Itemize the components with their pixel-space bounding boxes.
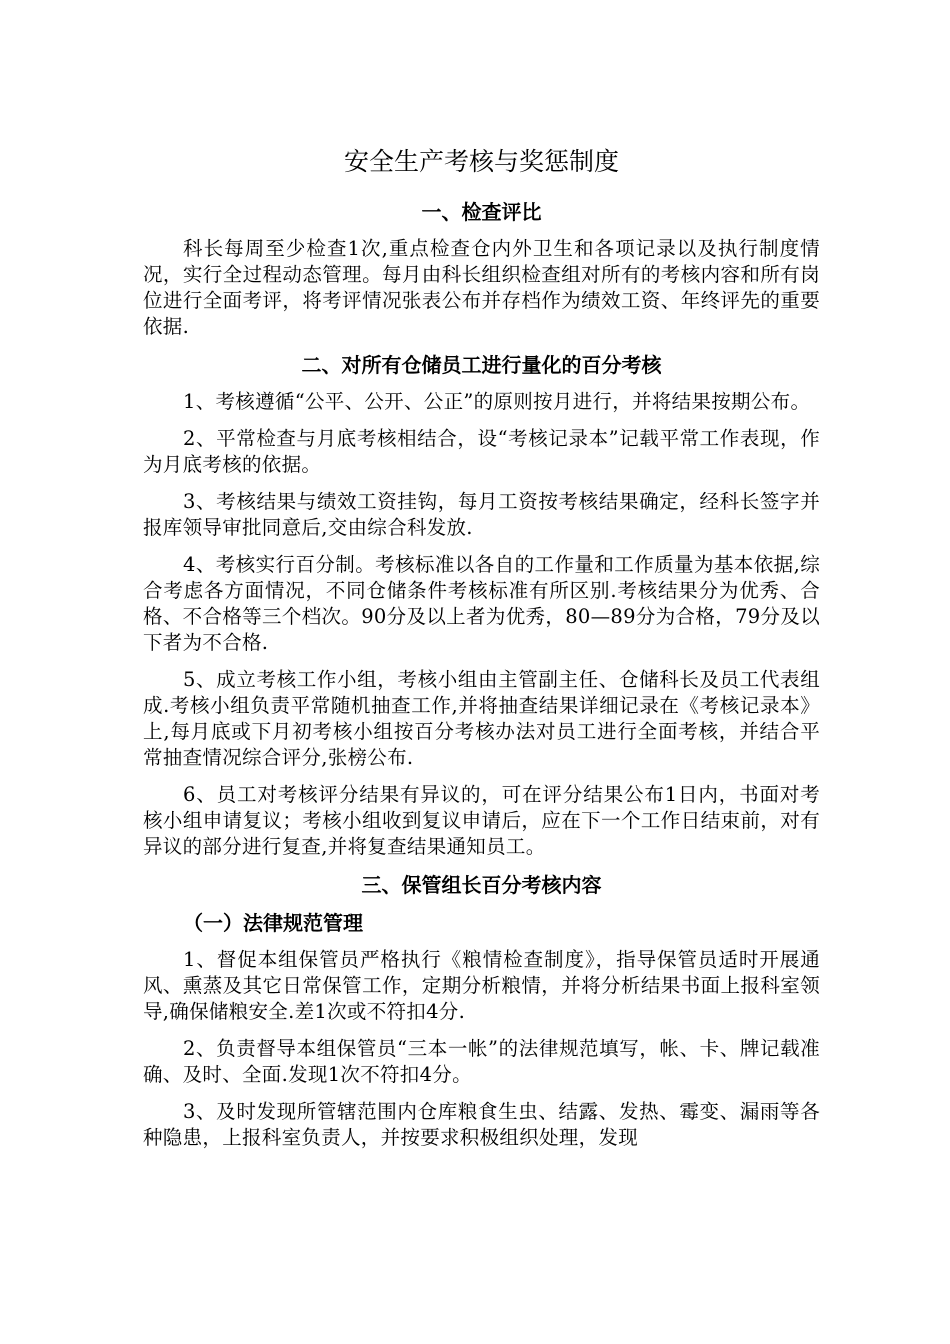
section-2-paragraph-3: 3、考核结果与绩效工资挂钩，每月工资按考核结果确定，经科长签字并报库领导审批同意后,交由综合科发放. [143,490,820,539]
document-title: 安全生产考核与奖惩制度 [343,147,619,176]
section-3-subheading: （一）法律规范管理 [183,911,363,935]
section-2-heading: 二、对所有仓储员工进行量化的百分考核 [301,353,662,377]
section-2-paragraph-1: 1、考核遵循“公平、公开、公正”的原则按月进行，并将结果按期公布。 [183,390,811,413]
document-body [143,198,820,1162]
section-2-paragraph-6: 6、员工对考核评分结果有异议的，可在评分结果公布1日内，书面对考核小组申请复议；考核小组收到复议申请后，应在下一个工作日结束前，对有异议的部分进行复查,并将复查结果通知员工。 [143,783,820,858]
section-3-heading: 三、保管组长百分考核内容 [361,873,602,897]
section-2-paragraph-5: 5、成立考核工作小组，考核小组由主管副主任、仓储科长及员工代表组成.考核小组负责平常随机抽查工作,并将抽查结果详细记录在《考核记录本》上,每月底或下月初考核小组按百分考核办法对员工进行全面考核，并结合平常抽查情况综合评分,张榜公布. [143,668,820,769]
section-1-paragraph-1: 科长每周至少检查1次,重点检查仓内外卫生和各项记录以及执行制度情况，实行全过程动态管理。每月由科长组织检查组对所有的考核内容和所有岗位进行全面考评，将考评情况张表公布并存档作为绩效工资、年终评先的重要依据. [143,237,820,338]
section-2-paragraph-4: 4、考核实行百分制。考核标准以各自的工作量和工作质量为基本依据,综合考虑各方面情况，不同仓储条件考核标准有所区别.考核结果分为优秀、合格、不合格等三个档次。90分及以上者为优秀，80—89分为合格，79分及以下者为不合格. [143,553,820,654]
section-3-paragraph-2: 2、负责督导本组保管员“三本一帐”的法律规范填写，帐、卡、牌记载准确、及时、全面.发现1次不符扣4分。 [143,1037,820,1086]
section-3-paragraph-1: 1、督促本组保管员严格执行《粮情检查制度》，指导保管员适时开展通风、熏蒸及其它日常保管工作，定期分析粮情，并将分析结果书面上报科室领导,确保储粮安全.差1次或不符扣4分. [143,948,820,1023]
section-3-paragraph-3: 3、及时发现所管辖范围内仓库粮食生虫、结露、发热、霉变、漏雨等各种隐患，上报科室负责人，并按要求积极组织处理，发现 [143,1100,820,1149]
section-2-paragraph-2: 2、平常检查与月底考核相结合，设“考核记录本”记载平常工作表现，作为月底考核的依据。 [143,427,820,476]
section-1-heading: 一、检查评比 [421,200,542,224]
